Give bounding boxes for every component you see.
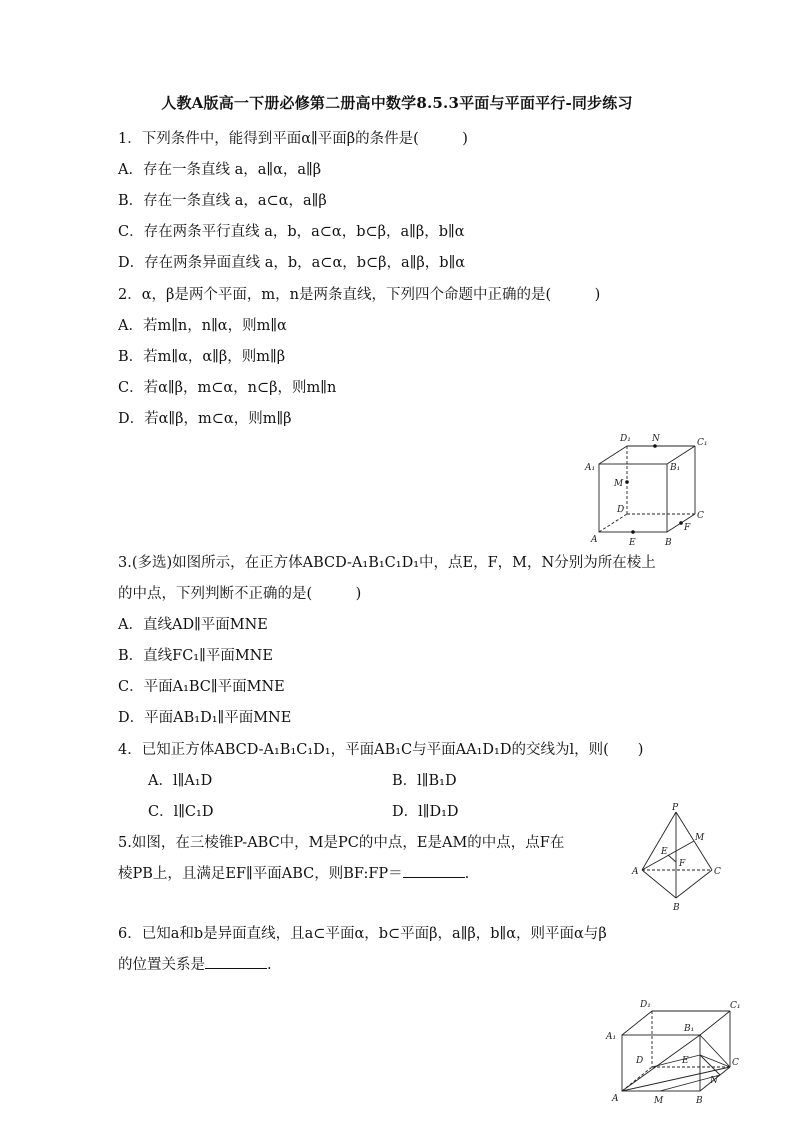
q2-stem: 2．α，β是两个平面，m，n是两条直线，下列四个命题中正确的是( ) (118, 287, 601, 303)
label-c1: C₁ (730, 1001, 741, 1011)
q4-option-c: C．l∥C₁D (148, 804, 214, 820)
q5-answer-blank[interactable] (403, 877, 465, 878)
q3-stem-line2: 的中点，下列判断不正确的是( ) (118, 586, 362, 602)
label-a1: A₁ (606, 1032, 617, 1042)
q5-tetrahedron-figure (628, 802, 728, 914)
q4-stem: 4．已知正方体ABCD-A₁B₁C₁D₁，平面AB₁C与平面AA₁D₁D的交线为l，则( ) (118, 742, 644, 758)
label-d1: D₁ (620, 434, 631, 444)
q5-stem-end: . (464, 866, 470, 882)
label-d: D (636, 1056, 644, 1066)
label-b1: B₁ (670, 463, 681, 473)
q6-stem-line2 (118, 956, 272, 974)
q2-option-a: A．若m∥n，n∥α，则m∥α (118, 318, 287, 334)
label-e: E (682, 1056, 689, 1066)
q6-answer-blank[interactable] (205, 968, 267, 969)
q1-stem: 1．下列条件中，能得到平面α∥平面β的条件是( ) (118, 131, 468, 147)
label-d: D (617, 505, 625, 515)
q4-option-b: B．l∥B₁D (392, 773, 457, 789)
label-e: E (661, 847, 668, 857)
label-m: M (654, 1096, 664, 1106)
label-n: N (710, 1076, 718, 1086)
q1-option-a: A．存在一条直线 a，a∥α，a∥β (118, 162, 322, 178)
label-m: M (614, 479, 624, 489)
label-d1: D₁ (640, 1000, 651, 1010)
point-n (653, 444, 657, 448)
label-a: A (612, 1094, 619, 1104)
q3-option-b: B．直线FC₁∥平面MNE (118, 648, 273, 664)
q4-option-d: D．l∥D₁D (392, 804, 459, 820)
q5-stem-line2 (118, 865, 469, 883)
label-a: A (632, 867, 639, 877)
label-b: B (665, 538, 672, 548)
label-n: N (652, 434, 660, 444)
point-f (679, 521, 683, 525)
q2-option-d: D．若α∥β，m⊂α，则m∥β (118, 411, 292, 427)
label-b1: B₁ (684, 1024, 695, 1034)
label-p: P (672, 803, 679, 813)
label-e: E (629, 538, 636, 548)
q3-option-c: C．平面A₁BC∥平面MNE (118, 679, 285, 695)
q3-option-a: A．直线AD∥平面MNE (118, 617, 268, 633)
label-c: C (732, 1058, 739, 1068)
label-b: B (696, 1096, 703, 1106)
prism-figure (602, 995, 742, 1110)
q1-option-d: D．存在两条异面直线 a，b，a⊂α，b⊂β，a∥β，b∥α (118, 255, 466, 271)
label-a: A (591, 535, 598, 545)
cube-front-face (599, 464, 667, 532)
q2-option-b: B．若m∥α，α∥β，则m∥β (118, 349, 286, 365)
label-c1: C₁ (697, 438, 708, 448)
q1-option-c: C．存在两条平行直线 a，b，a⊂α，b⊂β，a∥β，b∥α (118, 224, 465, 240)
label-c: C (714, 867, 721, 877)
page-title: 人教A版高一下册必修第二册高中数学8.5.3平面与平面平行-同步练习 (161, 94, 633, 112)
label-f: F (679, 859, 686, 869)
q6-stem-line1: 6．已知a和b是异面直线，且a⊂平面α，b⊂平面β，a∥β，b∥α，则平面α与β (118, 926, 607, 942)
q1-option-b: B．存在一条直线 a，a⊂α，a∥β (118, 193, 327, 209)
label-m: M (695, 833, 705, 843)
q5-stem-line1: 5.如图，在三棱锥P-ABC中，M是PC的中点，E是AM的中点，点F在 (118, 835, 565, 851)
q2-option-c: C．若α∥β，m⊂α，n⊂β，则m∥n (118, 380, 337, 396)
q6-stem-text: 的位置关系是 (118, 957, 205, 973)
q4-option-a: A．l∥A₁D (148, 773, 213, 789)
q5-stem-text: 棱PB上，且满足EF∥平面ABC，则BF:FP＝ (118, 866, 403, 882)
point-e (631, 530, 635, 534)
point-m (625, 480, 629, 484)
q6-stem-end: . (267, 957, 272, 973)
q3-stem-line1: 3.(多选)如图所示，在正方体ABCD-A₁B₁C₁D₁中，点E，F，M，N分别为所在棱上 (118, 555, 656, 571)
label-b: B (673, 903, 680, 913)
label-a1: A₁ (585, 463, 596, 473)
label-c: C (697, 511, 704, 521)
q3-option-d: D．平面AB₁D₁∥平面MNE (118, 710, 292, 726)
q3-cube-figure (583, 430, 713, 555)
label-f: F (684, 523, 691, 533)
